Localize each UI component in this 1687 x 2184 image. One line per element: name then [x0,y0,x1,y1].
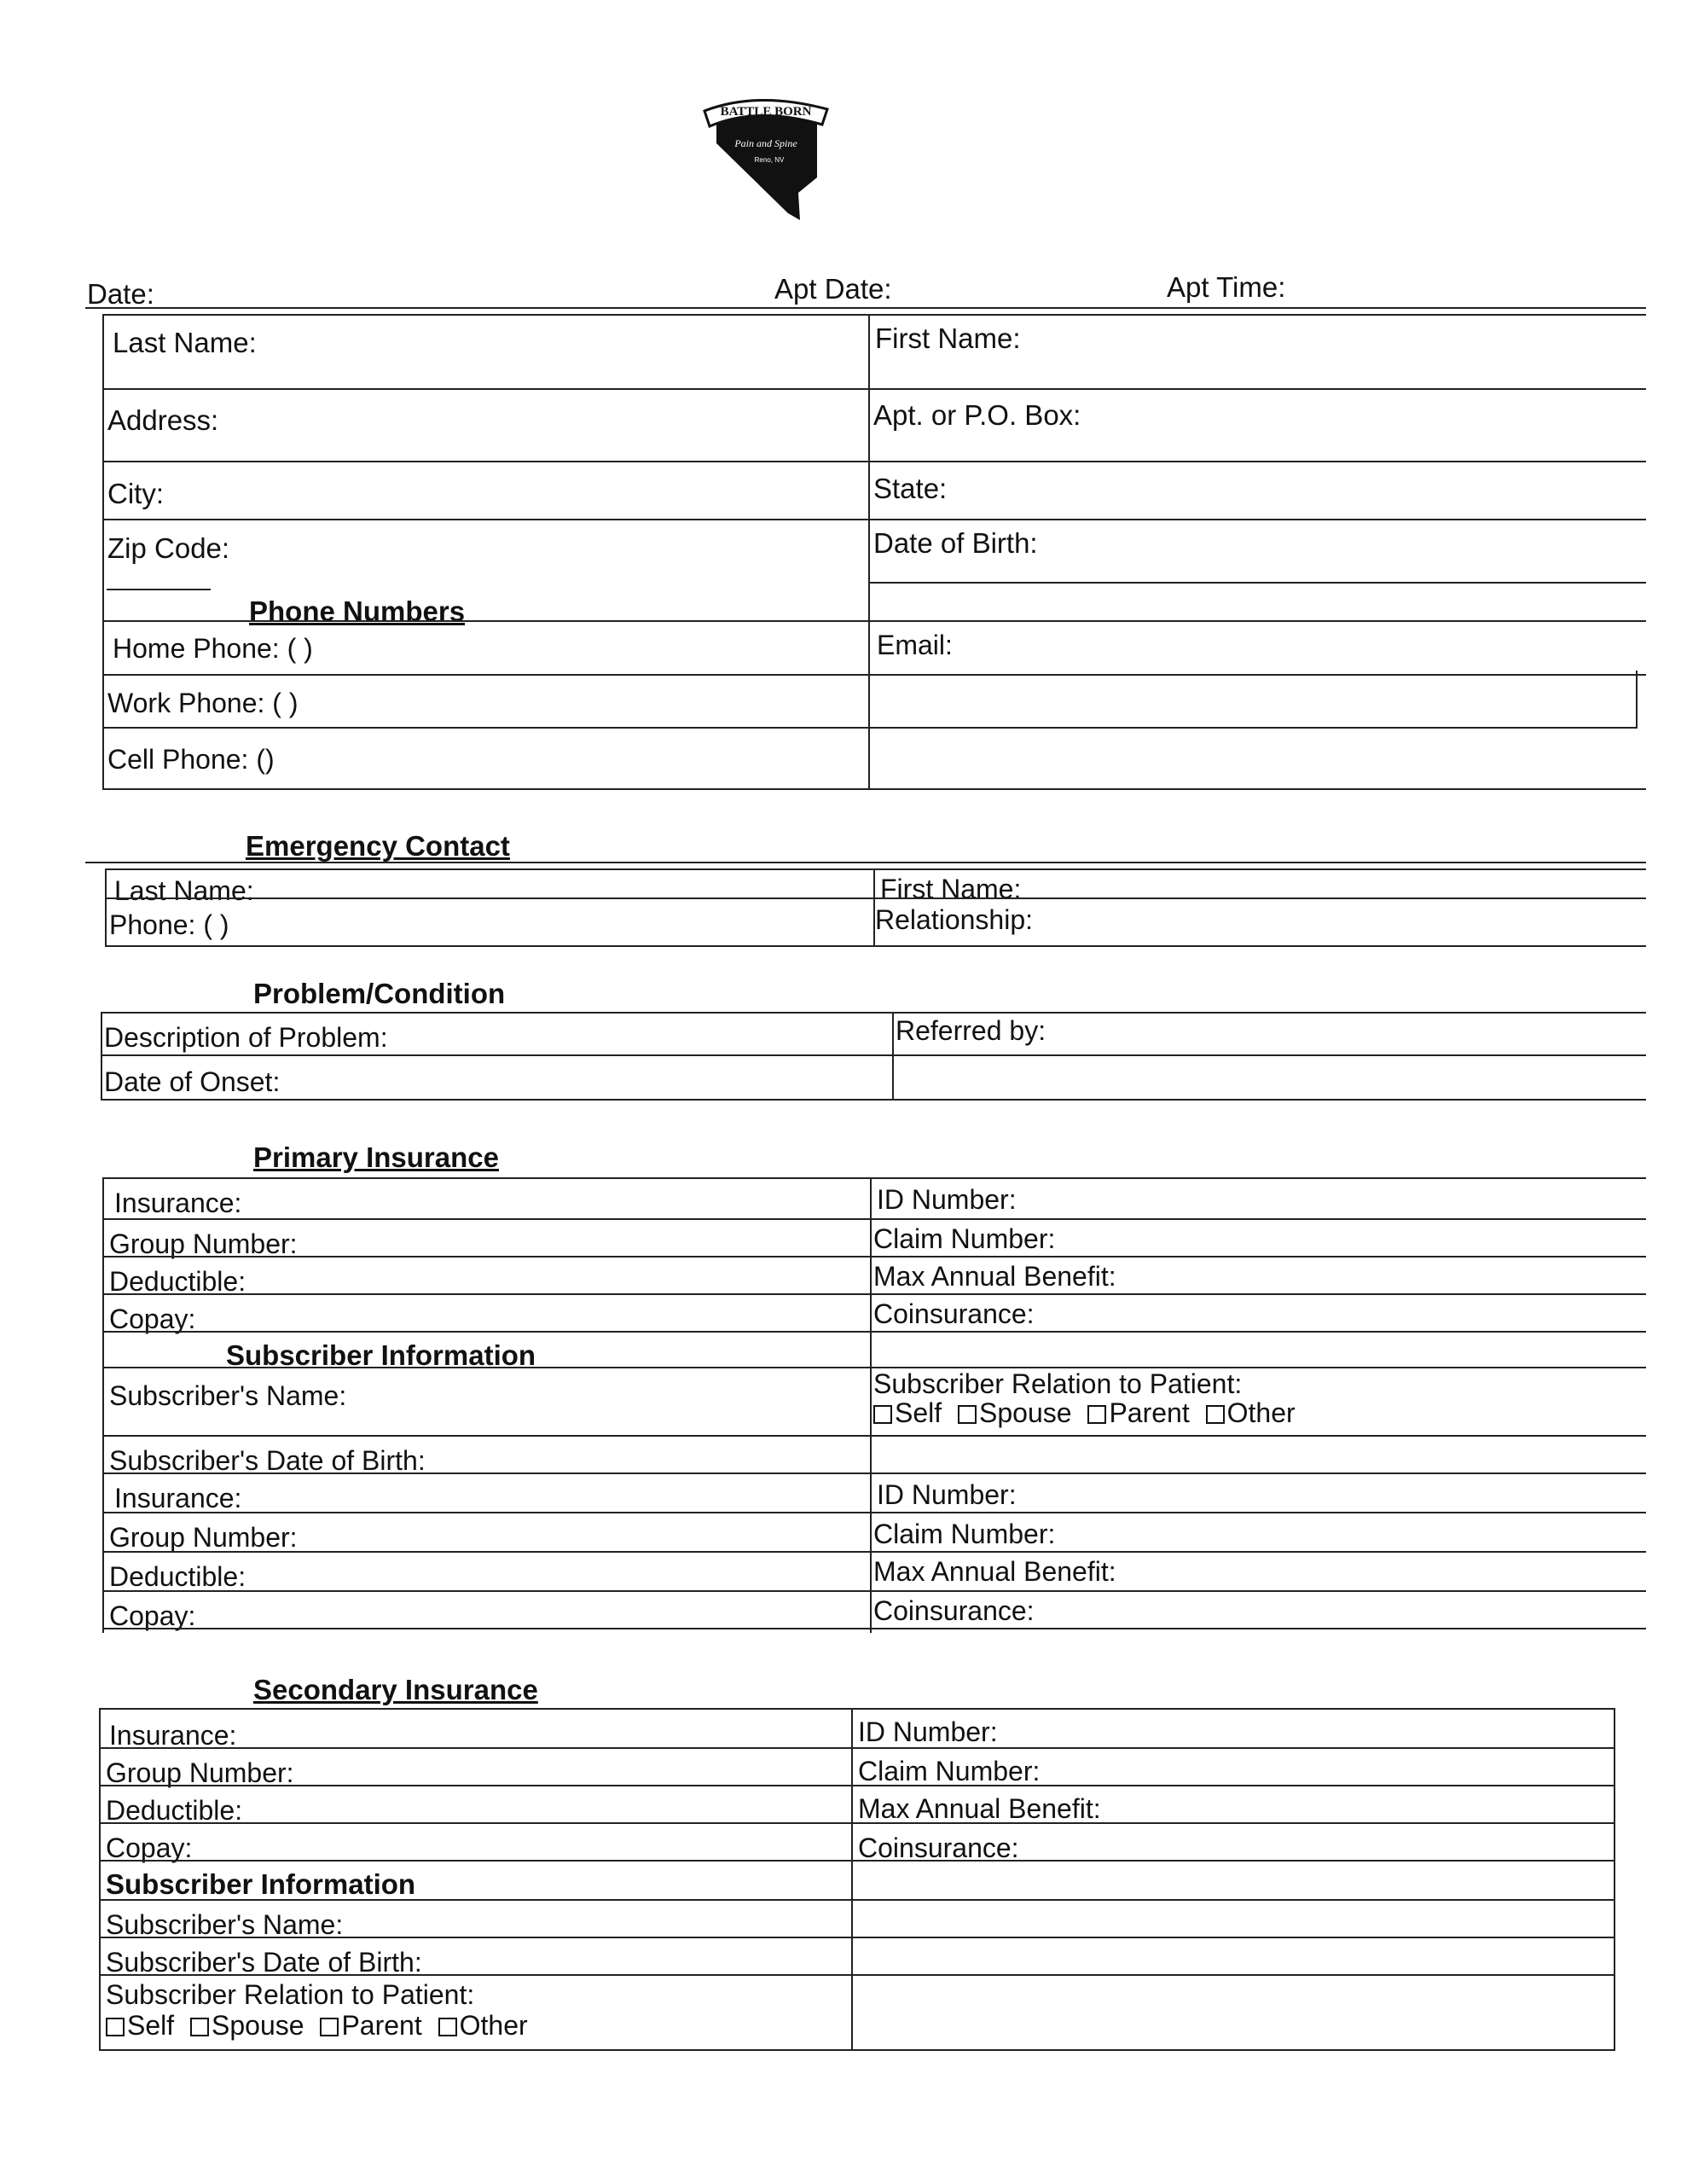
row-divider [102,727,1638,729]
primary-insurance2-field[interactable]: Insurance: [114,1483,242,1513]
self-option[interactable]: Self [873,1397,942,1428]
state-field[interactable]: State: [873,473,948,504]
primary-claim-number-field[interactable]: Claim Number: [873,1223,1056,1254]
primary-max-benefit-field[interactable]: Max Annual Benefit: [873,1261,1116,1292]
cell-phone-field[interactable]: Cell Phone: () [107,744,275,775]
table-border [1636,671,1638,727]
date-of-onset-field[interactable]: Date of Onset: [104,1066,281,1097]
logo-small-text: Reno, NV [754,156,785,164]
secondary-max-benefit-field[interactable]: Max Annual Benefit: [858,1793,1101,1824]
checkbox-icon[interactable] [106,2018,125,2036]
emergency-first-name-field[interactable]: First Name: [880,874,1022,904]
row-divider [102,1435,1646,1437]
emergency-contact-heading: Emergency Contact [246,830,510,862]
primary-copay-field[interactable]: Copay: [109,1304,196,1334]
logo-subtext: Pain and Spine [734,137,797,149]
secondary-group-number-field[interactable]: Group Number: [106,1757,294,1788]
primary-subscriber-heading: Subscriber Information [226,1339,536,1371]
row-divider [102,519,1646,520]
checkbox-icon[interactable] [190,2018,209,2036]
other-option[interactable]: Other [1206,1397,1296,1428]
secondary-deductible-field[interactable]: Deductible: [106,1795,243,1826]
apt-po-box-field[interactable]: Apt. or P.O. Box: [873,399,1081,431]
secondary-subscriber-name-field[interactable]: Subscriber's Name: [106,1909,344,1940]
primary-relation-options [873,1399,1304,1426]
primary-copay2-field[interactable]: Copay: [109,1600,196,1631]
row-divider [102,1331,1646,1333]
row-divider [102,1293,1646,1295]
clinic-logo [698,92,834,224]
table-border [102,1177,1646,1179]
primary-insurance-field[interactable]: Insurance: [114,1188,242,1218]
emergency-last-name-field[interactable]: Last Name: [114,875,254,906]
self-option[interactable]: Self [106,2010,174,2041]
email-field[interactable]: Email: [877,630,953,660]
secondary-insurance-heading: Secondary Insurance [253,1674,538,1705]
row-divider [102,674,1646,676]
section-rule [85,862,1646,863]
secondary-subscriber-heading: Subscriber Information [106,1868,416,1900]
table-border [101,1012,1646,1014]
secondary-subscriber-relation-label: Subscriber Relation to Patient: [106,1979,475,2010]
primary-id-number-field[interactable]: ID Number: [877,1184,1017,1215]
secondary-subscriber-dob-field[interactable]: Subscriber's Date of Birth: [106,1947,422,1978]
row-divider [102,388,1646,390]
primary-deductible2-field[interactable]: Deductible: [109,1561,246,1592]
column-divider [851,1708,853,2051]
primary-deductible-field[interactable]: Deductible: [109,1266,246,1297]
column-divider [892,1012,894,1101]
row-divider [101,1054,1646,1056]
row-divider [102,1590,1646,1592]
logo-text: BATTLE BORN [720,105,812,119]
phone-numbers-heading: Phone Numbers [249,595,466,627]
referred-by-field[interactable]: Referred by: [896,1015,1046,1046]
zip-code-field[interactable]: Zip Code: [107,532,230,564]
primary-subscriber-relation-label: Subscriber Relation to Patient: [873,1368,1243,1399]
checkbox-icon[interactable] [1087,1405,1106,1424]
row-divider [102,1512,1646,1513]
parent-option[interactable]: Parent [1087,1397,1189,1428]
secondary-claim-number-field[interactable]: Claim Number: [858,1756,1041,1786]
secondary-id-number-field[interactable]: ID Number: [858,1716,998,1747]
home-phone-field[interactable]: Home Phone: ( ) [113,633,313,664]
relationship-field[interactable]: Relationship: [875,904,1033,935]
row-divider [102,1472,1646,1474]
header-rule [85,307,1646,309]
row-divider [99,1822,1615,1824]
row-divider [99,1899,1615,1901]
primary-max-benefit2-field[interactable]: Max Annual Benefit: [873,1556,1116,1587]
row-divider [102,461,1646,462]
column-divider [868,314,870,790]
work-phone-field[interactable]: Work Phone: ( ) [107,688,299,718]
first-name-field[interactable]: First Name: [875,322,1021,354]
checkbox-icon[interactable] [958,1405,977,1424]
nevada-shape-icon [698,92,834,224]
primary-group-number-field[interactable]: Group Number: [109,1228,298,1259]
table-border [102,1628,1646,1629]
table-border [105,945,1646,947]
secondary-copay-field[interactable]: Copay: [106,1833,193,1863]
emergency-phone-field[interactable]: Phone: ( ) [109,909,229,940]
last-name-field[interactable]: Last Name: [113,327,257,358]
secondary-coinsurance-field[interactable]: Coinsurance: [858,1833,1019,1863]
row-divider [868,582,1646,584]
problem-condition-heading: Problem/Condition [253,978,506,1009]
primary-id-number2-field[interactable]: ID Number: [877,1479,1017,1510]
row-divider [99,1860,1615,1862]
row-divider [105,897,1646,899]
city-field[interactable]: City: [107,478,164,509]
primary-subscriber-dob-field[interactable]: Subscriber's Date of Birth: [109,1445,426,1476]
primary-group-number2-field[interactable]: Group Number: [109,1522,298,1553]
problem-description-field[interactable]: Description of Problem: [104,1022,388,1053]
date-of-birth-field[interactable]: Date of Birth: [873,527,1038,559]
table-border [102,1177,104,1633]
secondary-insurance-field[interactable]: Insurance: [109,1720,237,1751]
row-divider [102,620,1646,622]
row-divider [102,1218,1646,1220]
checkbox-icon[interactable] [320,2018,339,2036]
table-border [102,788,1646,790]
table-border [102,314,104,790]
checkbox-icon[interactable] [1206,1405,1225,1424]
row-divider [99,1974,1615,1976]
row-divider [99,1937,1615,1938]
primary-coinsurance2-field[interactable]: Coinsurance: [873,1595,1035,1626]
other-option[interactable]: Other [438,2010,528,2041]
spouse-option[interactable]: Spouse [958,1397,1072,1428]
table-border [105,868,107,947]
table-border [101,1099,1646,1101]
row-divider [99,1785,1615,1786]
date-label: Date: [87,278,154,310]
apt-time-label: Apt Time: [1167,271,1286,303]
primary-claim-number2-field[interactable]: Claim Number: [873,1519,1056,1549]
column-divider [870,1177,872,1633]
address-field[interactable]: Address: [107,404,219,436]
table-border [102,314,1646,316]
primary-coinsurance-field[interactable]: Coinsurance: [873,1298,1035,1329]
table-border [101,1012,102,1101]
apt-date-label: Apt Date: [774,273,892,305]
secondary-relation-options [106,2012,536,2039]
row-divider [107,589,211,590]
spouse-option[interactable]: Spouse [190,2010,304,2041]
parent-option[interactable]: Parent [320,2010,421,2041]
checkbox-icon[interactable] [438,2018,457,2036]
primary-subscriber-name-field[interactable]: Subscriber's Name: [109,1380,347,1411]
row-divider [102,1256,1646,1258]
checkbox-icon[interactable] [873,1405,892,1424]
primary-insurance-heading: Primary Insurance [253,1141,499,1173]
table-border [105,868,1646,870]
row-divider [102,1551,1646,1553]
row-divider [99,1747,1615,1749]
